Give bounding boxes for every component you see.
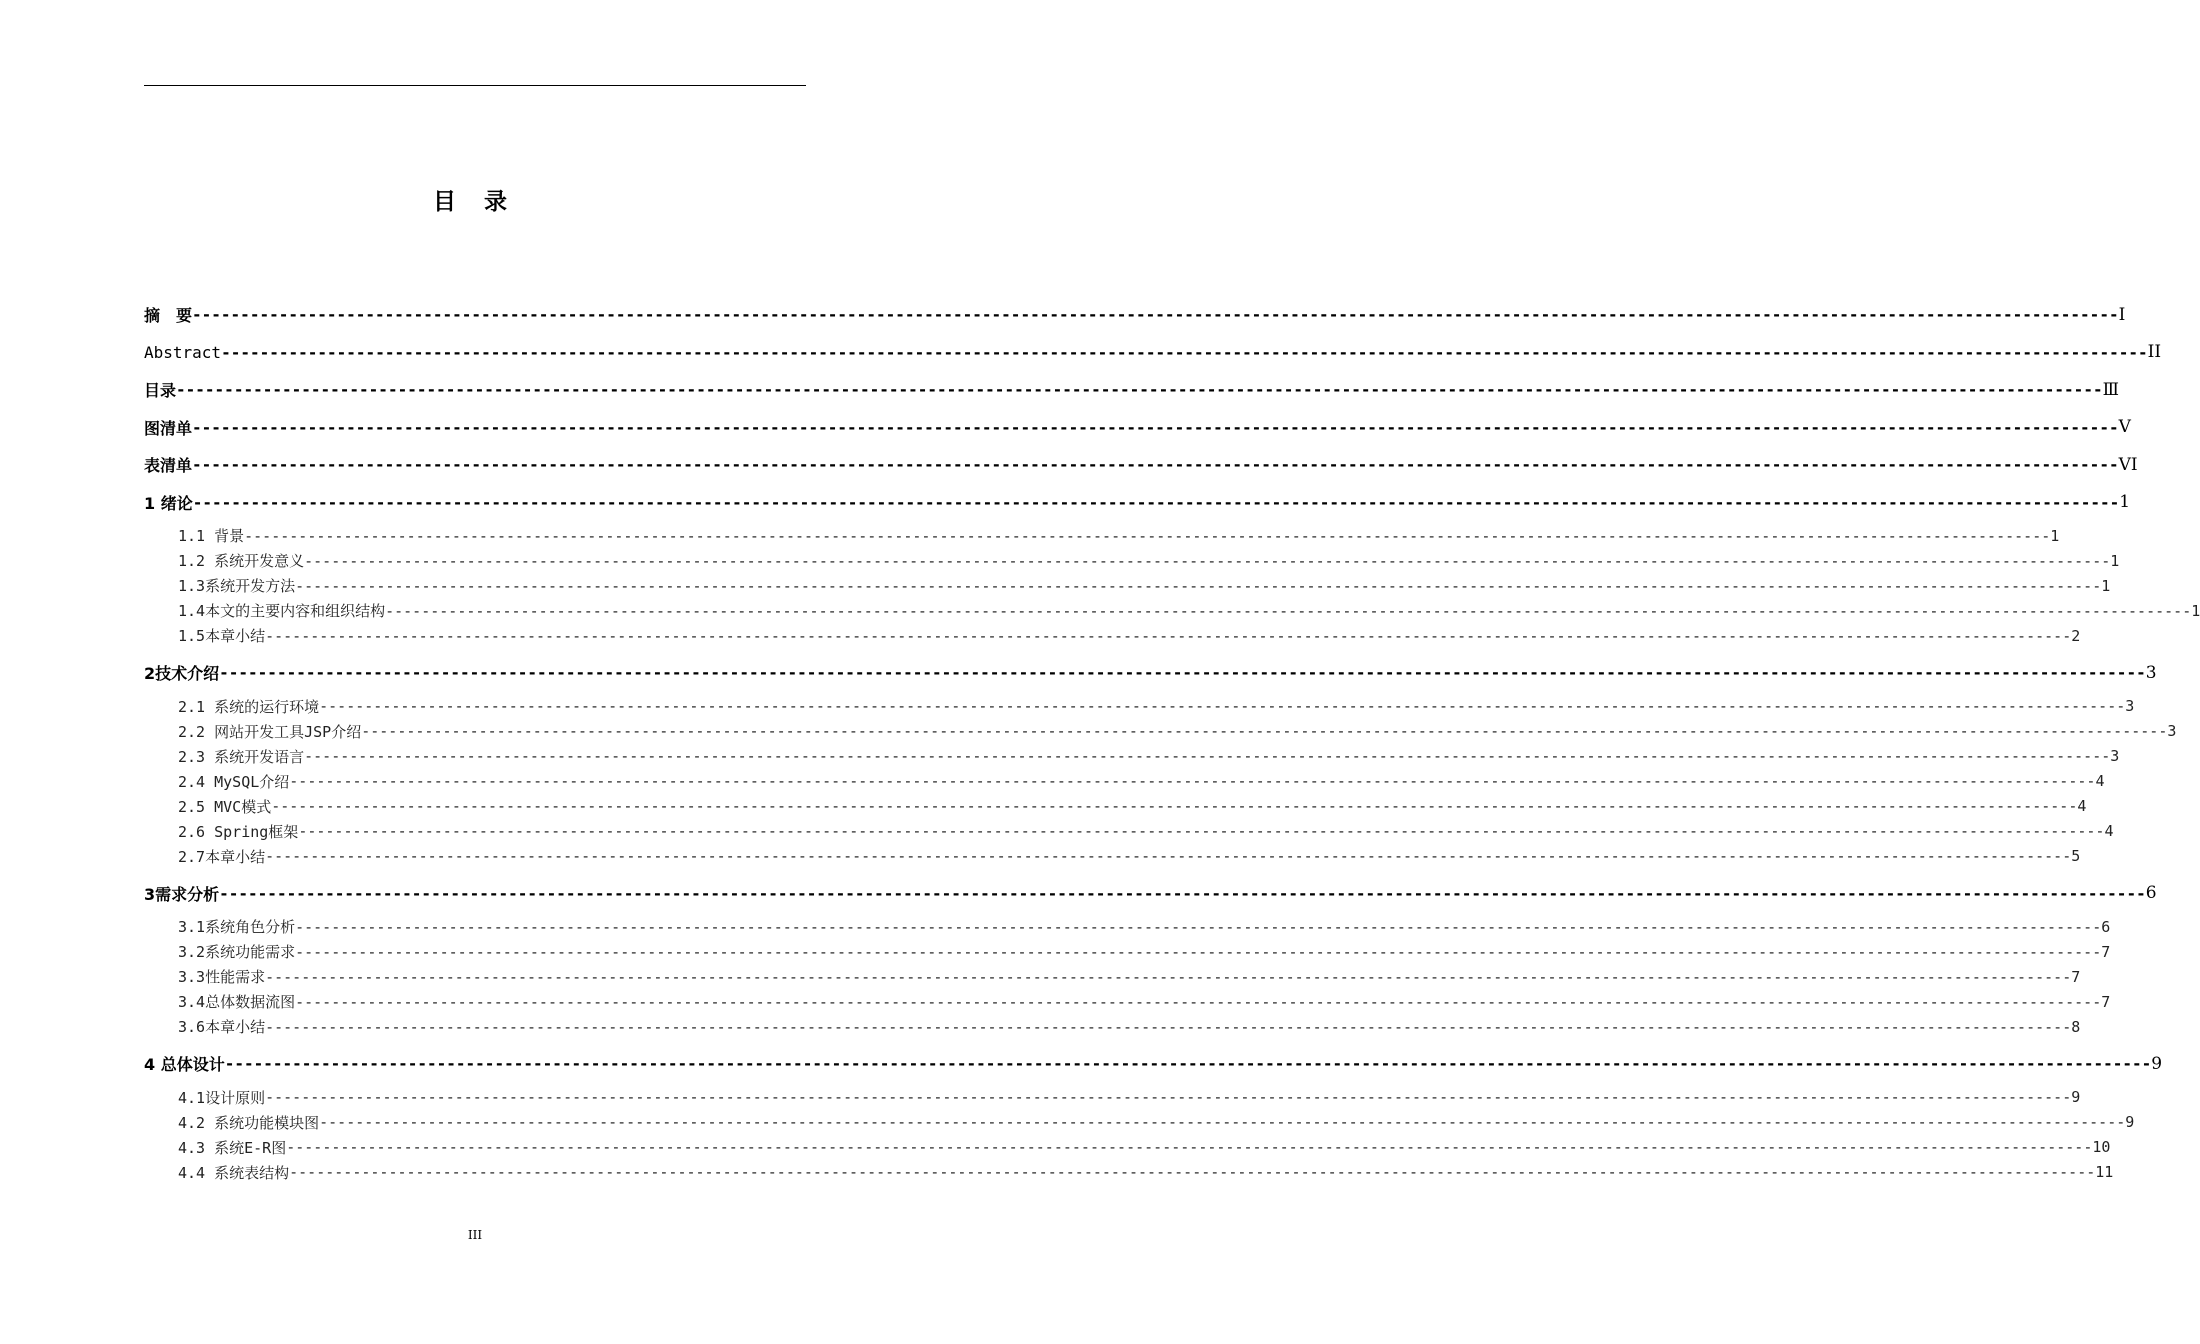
toc-entry-abstract-cn[interactable]	[144, 296, 2126, 334]
dash-leader: --------------------------------------------------------------------------------------------------------------------------------------------------------------------------------------------------------	[295, 992, 2102, 1011]
page-title: 目 录	[432, 189, 517, 215]
toc-entry-page: 7	[2101, 992, 2111, 1011]
toc-entry-page: Ⅴ	[2118, 417, 2131, 438]
toc-section[interactable]	[144, 623, 2081, 648]
toc-entry-label: 1 绪论	[144, 493, 193, 513]
toc-entry-label: 1.1 背景	[178, 527, 245, 545]
toc-section[interactable]	[144, 1135, 2111, 1160]
toc-entry-page: 1	[2110, 551, 2120, 570]
toc-section[interactable]	[144, 819, 2114, 844]
toc-entry-tables[interactable]	[144, 446, 2138, 484]
toc-entry-label: 3.4总体数据流图	[178, 993, 296, 1011]
dot-leader: --------------------------------------------------------------------------------------------------------------------------------------------------------------------------------------------------------	[224, 1054, 2152, 1074]
dash-leader: --------------------------------------------------------------------------------------------------------------------------------------------------------------------------------------------------------	[265, 967, 2072, 986]
toc-entry-page: 10	[2092, 1138, 2111, 1156]
toc-entry-page: 4	[2095, 772, 2105, 790]
table-of-contents	[144, 296, 2200, 1185]
dot-leader: --------------------------------------------------------------------------------------------------------------------------------------------------------------------------------------------------------	[219, 883, 2146, 903]
toc-entry-page: II	[2147, 342, 2162, 363]
toc-entry-label: Abstract	[144, 342, 222, 362]
toc-entry-page: 5	[2071, 847, 2081, 865]
dash-leader: --------------------------------------------------------------------------------------------------------------------------------------------------------------------------------------------------------	[265, 847, 2072, 865]
toc-entry-label: 3.1系统角色分析	[178, 918, 296, 936]
toc-entry-label: 2.3 系统开发语言	[178, 747, 305, 766]
toc-entry-label: 1.5本章小结	[178, 627, 266, 645]
toc-entry-label: 4.3 系统E-R图	[178, 1138, 287, 1157]
page-number: III	[467, 1228, 483, 1242]
toc-section[interactable]	[144, 523, 2060, 548]
dash-leader: --------------------------------------------------------------------------------------------------------------------------------------------------------------------------------------------------------	[385, 601, 2192, 620]
toc-section[interactable]	[144, 989, 2111, 1014]
toc-entry-page: 6	[2145, 883, 2157, 904]
dash-leader: --------------------------------------------------------------------------------------------------------------------------------------------------------------------------------------------------------	[304, 551, 2111, 570]
toc-entry-contents[interactable]	[144, 371, 2119, 409]
toc-entry-label: 4.4 系统表结构	[178, 1163, 290, 1182]
toc-section[interactable]	[144, 694, 2135, 719]
toc-entry-page: 9	[2125, 1113, 2135, 1131]
toc-entry-label: 4.1设计原则	[178, 1088, 266, 1107]
toc-entry-label: 表清单	[144, 456, 193, 476]
dash-leader: --------------------------------------------------------------------------------------------------------------------------------------------------------------------------------------------------------	[286, 1138, 2093, 1156]
toc-entry-label: 4 总体设计	[144, 1055, 225, 1075]
toc-entry-label: 2.7本章小结	[178, 847, 266, 866]
toc-entry-label: 3.3性能需求	[178, 968, 266, 986]
toc-section[interactable]	[144, 1110, 2135, 1135]
dash-leader: --------------------------------------------------------------------------------------------------------------------------------------------------------------------------------------------------------	[244, 526, 2051, 545]
dash-leader: --------------------------------------------------------------------------------------------------------------------------------------------------------------------------------------------------------	[295, 576, 2102, 595]
toc-chapter-3[interactable]	[144, 875, 2157, 913]
dash-leader: --------------------------------------------------------------------------------------------------------------------------------------------------------------------------------------------------------	[295, 917, 2102, 936]
toc-entry-label: 2.6 Spring框架	[178, 822, 299, 841]
toc-entry-page: 7	[2101, 942, 2111, 961]
toc-section[interactable]	[144, 598, 2200, 623]
dot-leader: --------------------------------------------------------------------------------------------------------------------------------------------------------------------------------------------------------	[192, 305, 2119, 325]
toc-entry-page: 4	[2104, 822, 2114, 840]
toc-entry-label: 2.1 系统的运行环境	[178, 697, 320, 716]
toc-entry-label: 2.4 MySQL介绍	[178, 772, 290, 791]
toc-entry-label: 2技术介绍	[144, 664, 220, 684]
dash-leader: --------------------------------------------------------------------------------------------------------------------------------------------------------------------------------------------------------	[265, 1088, 2072, 1106]
toc-entry-page: 1	[2119, 492, 2131, 513]
toc-chapter-4[interactable]	[144, 1045, 2163, 1083]
toc-section[interactable]	[144, 573, 2111, 598]
toc-entry-abstract-en[interactable]	[144, 334, 2162, 372]
toc-entry-page: 7	[2071, 967, 2081, 986]
toc-entry-page: Ⅲ	[2102, 379, 2119, 400]
dot-leader: --------------------------------------------------------------------------------------------------------------------------------------------------------------------------------------------------------	[192, 492, 2120, 512]
toc-entry-page: 9	[2071, 1088, 2081, 1106]
toc-entry-page: 11	[2095, 1163, 2114, 1181]
toc-entry-label: 图清单	[144, 418, 193, 438]
dash-leader: --------------------------------------------------------------------------------------------------------------------------------------------------------------------------------------------------------	[289, 772, 2096, 790]
dash-leader: --------------------------------------------------------------------------------------------------------------------------------------------------------------------------------------------------------	[304, 747, 2111, 765]
dot-leader: --------------------------------------------------------------------------------------------------------------------------------------------------------------------------------------------------------	[176, 380, 2103, 400]
dot-leader: --------------------------------------------------------------------------------------------------------------------------------------------------------------------------------------------------------	[221, 342, 2148, 362]
dash-leader: --------------------------------------------------------------------------------------------------------------------------------------------------------------------------------------------------------	[319, 1113, 2126, 1131]
toc-entry-page: 1	[2050, 526, 2060, 545]
toc-entry-page: 1	[2101, 576, 2111, 595]
toc-section[interactable]	[144, 769, 2105, 794]
toc-section[interactable]	[144, 914, 2111, 939]
dash-leader: --------------------------------------------------------------------------------------------------------------------------------------------------------------------------------------------------------	[319, 697, 2126, 715]
toc-entry-page: 3	[2167, 722, 2177, 740]
dash-leader: --------------------------------------------------------------------------------------------------------------------------------------------------------------------------------------------------------	[289, 1163, 2096, 1181]
toc-entry-page: I	[2118, 304, 2126, 325]
dash-leader: --------------------------------------------------------------------------------------------------------------------------------------------------------------------------------------------------------	[271, 797, 2078, 815]
toc-entry-label: 1.2 系统开发意义	[178, 552, 305, 570]
toc-entry-page: 4	[2077, 797, 2087, 815]
toc-section[interactable]	[144, 548, 2120, 573]
toc-entry-page: 9	[2151, 1053, 2163, 1074]
toc-entry-page: 3	[2110, 747, 2120, 765]
toc-entry-page: 8	[2071, 1017, 2081, 1036]
toc-entry-label: 2.2 网站开发工具JSP介绍	[178, 722, 362, 741]
toc-section[interactable]	[144, 1085, 2081, 1110]
toc-section[interactable]	[144, 939, 2111, 964]
toc-entry-label: 3.2系统功能需求	[178, 943, 296, 961]
dot-leader: --------------------------------------------------------------------------------------------------------------------------------------------------------------------------------------------------------	[192, 417, 2119, 437]
toc-entry-page: 1	[2191, 601, 2200, 620]
toc-section[interactable]	[144, 1160, 2114, 1185]
toc-entry-page: 3	[2145, 662, 2157, 683]
toc-entry-page: 6	[2101, 917, 2111, 936]
toc-section[interactable]	[144, 964, 2081, 989]
dash-leader: --------------------------------------------------------------------------------------------------------------------------------------------------------------------------------------------------------	[298, 822, 2105, 840]
toc-entry-label: 3.6本章小结	[178, 1018, 266, 1036]
toc-entry-label: 1.4本文的主要内容和组织结构	[178, 602, 386, 620]
toc-section[interactable]	[144, 794, 2087, 819]
dash-leader: --------------------------------------------------------------------------------------------------------------------------------------------------------------------------------------------------------	[265, 1017, 2072, 1036]
toc-section[interactable]	[144, 844, 2081, 869]
toc-entry-label: 摘 要	[144, 306, 193, 326]
dash-leader: --------------------------------------------------------------------------------------------------------------------------------------------------------------------------------------------------------	[265, 626, 2072, 645]
toc-entry-figures[interactable]	[144, 409, 2131, 447]
toc-entry-label: 3需求分析	[144, 884, 220, 904]
toc-entry-page: 3	[2125, 697, 2135, 715]
dot-leader: --------------------------------------------------------------------------------------------------------------------------------------------------------------------------------------------------------	[219, 663, 2146, 683]
toc-entry-page: VI	[2118, 454, 2138, 475]
toc-section[interactable]	[144, 1014, 2081, 1039]
toc-chapter-2[interactable]	[144, 654, 2157, 692]
dash-leader: --------------------------------------------------------------------------------------------------------------------------------------------------------------------------------------------------------	[295, 942, 2102, 961]
toc-entry-label: 2.5 MVC模式	[178, 797, 272, 816]
toc-entry-label: 4.2 系统功能模块图	[178, 1113, 320, 1132]
toc-section[interactable]	[144, 719, 2177, 744]
toc-entry-label: 目录	[144, 381, 177, 401]
dash-leader: --------------------------------------------------------------------------------------------------------------------------------------------------------------------------------------------------------	[361, 722, 2168, 740]
toc-section[interactable]	[144, 744, 2120, 769]
toc-entry-page: 2	[2071, 626, 2081, 645]
toc-chapter-1[interactable]	[144, 484, 2131, 522]
header-rule	[144, 85, 806, 86]
dot-leader: --------------------------------------------------------------------------------------------------------------------------------------------------------------------------------------------------------	[192, 455, 2119, 475]
toc-entry-label: 1.3系统开发方法	[178, 577, 296, 595]
